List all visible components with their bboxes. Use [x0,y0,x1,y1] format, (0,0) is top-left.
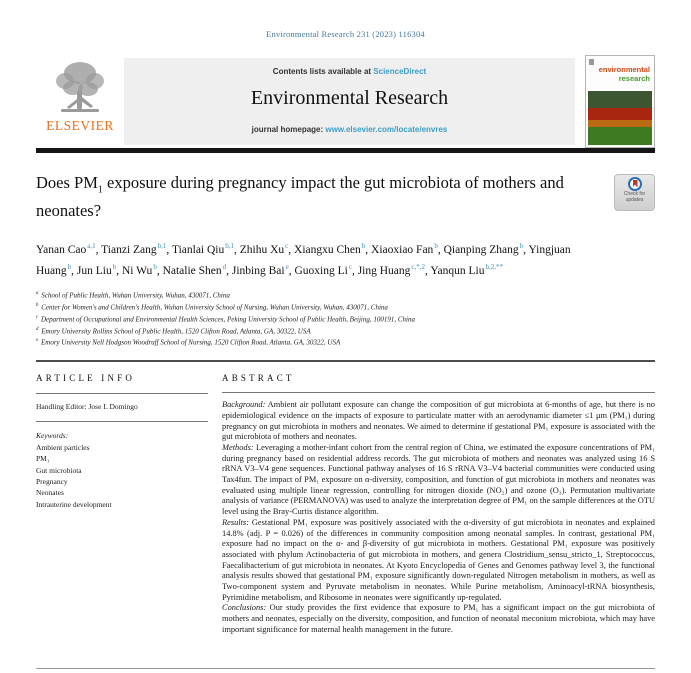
author-affiliation-superscript[interactable]: e [285,263,289,272]
keyword [36,453,208,464]
keyword [36,442,208,453]
article-title [36,172,591,222]
abstract-paragraph-label: Conclusions: [222,603,267,613]
cover-band-red [588,108,652,120]
author-affiliation-superscript[interactable]: b [361,241,366,250]
author-affiliation-superscript[interactable]: c [285,241,289,250]
handling-editor: Handling Editor: Jose L Domingo [36,402,138,412]
author-name: Tianlai Qiu [171,243,225,256]
header-divider-bar [36,148,655,153]
abstract-paragraph-text: Our study provides the first evidence that exposure to PM₁ has a significant impact on the gut microbiota of mothers and neonates, especially on the diversity, composition, and function of neonatal meconium microbiota, which may have important significance for maternal health management in the future. [222,603,655,634]
author-affiliation-superscript[interactable]: b [67,263,72,272]
affiliation-text: Center for Women's and Children's Health, Wuhan University School of Nursing, Wuhan University, Wuhan, 430071, China [41,303,388,312]
author-separator: , [288,264,295,277]
author-name: Yanan Cao [36,243,87,256]
journal-title: Environmental Research [250,87,449,109]
author-name: Guoxing Li [294,264,348,277]
author-name: Yingjuan Huang [36,243,571,277]
author [294,265,357,277]
author [239,241,295,256]
author [358,265,431,277]
abstract-column [222,373,655,635]
keyword-text: Intrauterine development [36,499,112,509]
cover-elsevier-mark-icon [589,59,594,65]
elsevier-wordmark: ELSEVIER [46,118,114,133]
abstract-paragraph-label: Results: [222,517,249,527]
bookmark-icon [633,180,638,188]
keyword-text: PM₁ [36,454,50,464]
author-affiliation-superscript[interactable]: b,1 [157,241,167,250]
affiliation-text: Emory University Rollins School of Public Health, 1520 Clifton Road, Atlanta, GA, 30322, USA [41,326,311,335]
journal-homepage-link[interactable]: www.elsevier.com/locate/envres [325,125,448,134]
author-separator: , [156,264,163,277]
author-separator: , [351,264,358,277]
author-name: Qianping Zhang [443,243,519,256]
journal-header [36,58,655,148]
author [77,265,122,277]
cover-band-green [588,127,652,145]
keywords-rule [36,421,208,422]
abstract-paragraph-text: Gestational PM₁ exposure was positively associated with the α-diversity of gut microbiota in neonates and explained 14.8% (adj. P = 0.026) of the differences in community composition among neonatal samples. In contrast, gestational PM₁ exposure had no impact on the α- and β-diversity of gut microbiota in mothers. Gestational PM₁ exposure was positively associated with phylum Actinobacteria of gut microbiota in mothers, and genera Clostridium_sensu_stricto_1, Streptococcus, Faecalibacterium of gut microbiota in neonates. At Kyoto Encyclopedia of Genes and Genomes pathway level 3, the functional analysis results showed that gestational PM₁ exposure significantly down-regulated Nitrogen metabolism in mothers, as well as Two-component system and Pyruvate metabolism in neonates. While Purine metabolism, Aminoacyl-tRNA biosynthesis, Pyrimidine metabolism, and Ribosome in neonates were significantly up-regulated. [222,517,655,602]
author [430,265,503,277]
author [371,241,444,256]
cover-band-darkgreen [588,91,652,108]
sciencedirect-link[interactable]: ScienceDirect [373,67,427,76]
affiliation [36,289,655,301]
journal-citation: Environmental Research 231 (2023) 116304 [266,29,425,39]
abstract-paragraph-label: Background: [222,400,266,410]
journal-cover-thumbnail [585,55,655,148]
homepage-label: journal homepage: [251,125,326,134]
affiliation-superscript: e [36,338,39,344]
title-text: Does PM [36,172,98,192]
keywords-label: Keywords: [36,431,69,441]
author-affiliation-superscript[interactable]: b [153,263,157,272]
author [294,241,372,256]
keyword [36,499,208,510]
affiliation [36,313,655,325]
author [36,241,102,256]
keyword-text: Ambient particles [36,443,90,453]
author-name: Jinbing Bai [231,264,285,277]
author-affiliation-superscript[interactable]: d [222,263,227,272]
keywords-list [36,442,208,510]
author [122,265,163,277]
author-affiliation-superscript[interactable]: b,2,** [485,263,503,272]
abstract-paragraph [222,400,655,443]
author-affiliation-superscript[interactable]: b,1 [225,241,234,250]
cover-title-line1: environmental [598,65,650,74]
affiliation-text: Department of Occupational and Environmental Health Sciences, Peking University School of Public Health, Beijing, 100191, China [40,315,415,324]
homepage-line [124,125,575,134]
article-info-rule [36,393,208,394]
author-name: Xiangxu Chen [294,243,361,256]
affiliation-text: School of Public Health, Wuhan University, Wuhan, 430071, China [41,291,230,300]
cover-title-line2: research [618,74,650,83]
article-info-column [36,373,208,635]
elsevier-logo [36,58,124,134]
keyword-text: Pregnancy [36,477,68,487]
author-affiliation-superscript[interactable]: b [112,263,117,272]
check-for-updates-badge[interactable] [614,174,655,211]
author-affiliation-superscript[interactable]: c,*,2 [411,263,426,272]
abstract-rule [222,392,655,393]
author-name: Jing Huang [357,264,411,277]
author-separator: , [437,243,444,256]
keyword-text: Neonates [36,488,64,498]
author-name: Yanqun Liu [430,264,485,277]
keyword-text: Gut microbiota [36,465,82,475]
article-info-heading: ARTICLE INFO [36,373,136,384]
elsevier-tree-icon [53,59,107,117]
abstract-paragraph [222,603,655,635]
abstract-body [222,400,655,635]
author-name: Natalie Shen [162,264,222,277]
author-separator: , [288,243,295,256]
keyword [36,487,208,498]
abstract-paragraph-label: Methods: [222,442,254,452]
author-affiliation-superscript[interactable]: b [519,241,524,250]
keyword [36,476,208,487]
author-separator: , [95,243,102,256]
cover-title [588,58,652,82]
section-divider [36,360,655,362]
author [101,241,172,256]
affiliation [36,336,655,348]
abstract-paragraph-text: Leveraging a mother-infant cohort from the central region of China, we estimated the exposure concentrations of PM₁ during pregnancy based on residential address records. The gut microbiota of mothers and neonates was analyzed using 16 S rRNA V3–V4 gene sequences. Functional pathway analyses of 16 S rRNA V3–V4 bacterial communities were conducted using Tax4fun. The impact of PM₁ exposure on α-diversity, composition, and function of gut microbiota in mothers and neonates was evaluated using multiple linear regression, controlling for nitrogen dioxide (NO₂) and ozone (O₃). Permutation multivariate analysis of variance (PERMANOVA) was used to analyze the interpretation degree of PM₁ on the sample differences at the OTU level using the Bray-Curtis distance algorithm. [222,442,655,517]
affiliation-superscript: d [36,326,39,332]
abstract-heading: ABSTRACT [222,373,295,384]
footer-divider [36,668,655,669]
check-badge-label: Check for updates [623,191,646,203]
author-name: Xiaoxiao Fan [371,243,434,256]
author-affiliation-superscript[interactable]: a,1 [87,241,96,250]
affiliation-superscript: c [36,314,39,320]
contents-line-text: Contents lists available at [272,67,374,76]
journal-masthead [124,58,575,145]
crossmark-icon [628,177,642,191]
author-separator: , [365,243,372,256]
author [163,265,232,277]
author-name: Ni Wu [122,264,153,277]
author-name: Zhihu Xu [239,243,285,256]
author-name: Tianzi Zang [101,243,157,256]
affiliation-superscript: a [36,291,39,297]
author-separator: , [523,243,529,256]
author-separator: , [234,243,240,256]
author-list [36,238,584,281]
title-subscript: 1 [97,183,103,195]
title-text-continued: exposure during pregnancy impact the gut microbiota of mothers and neonates? [36,172,564,221]
abstract-paragraph [222,443,655,518]
contents-line [124,67,575,76]
author-separator: , [226,264,232,277]
author [232,265,295,277]
affiliation [36,325,655,337]
affiliation [36,301,655,313]
author [443,241,529,256]
author-separator: , [166,243,172,256]
author [171,241,240,256]
author-separator: , [116,264,122,277]
author-separator: , [425,264,431,277]
author-affiliation-superscript[interactable]: b [434,241,438,250]
affiliation-superscript: b [36,303,39,309]
affiliation-list [36,289,655,348]
cover-header [588,58,652,91]
keyword [36,465,208,476]
cover-band-orange [588,120,652,127]
abstract-paragraph [222,518,655,604]
affiliation-text: Emory University Nell Hodgson Woodruff School of Nursing, 1520 Clifton Road, Atlanta, GA, 30322, USA [40,338,341,347]
abstract-paragraph-text: Ambient air pollutant exposure can change the composition of gut microbiota at 6-months of age, but there is no epidemiological evidence on the impacts of exposure to particulate matter with an aerodynamic diameter ≤1 μm (PM₁) during pregnancy on gut microbiota in mothers and neonates. We aimed to determine if gestational PM₁ exposure is associated with the gut microbiota of mothers and neonates. [222,400,655,442]
author-affiliation-superscript[interactable]: c [348,263,352,272]
author-name: Jun Liu [76,264,112,277]
author-separator: , [71,264,77,277]
